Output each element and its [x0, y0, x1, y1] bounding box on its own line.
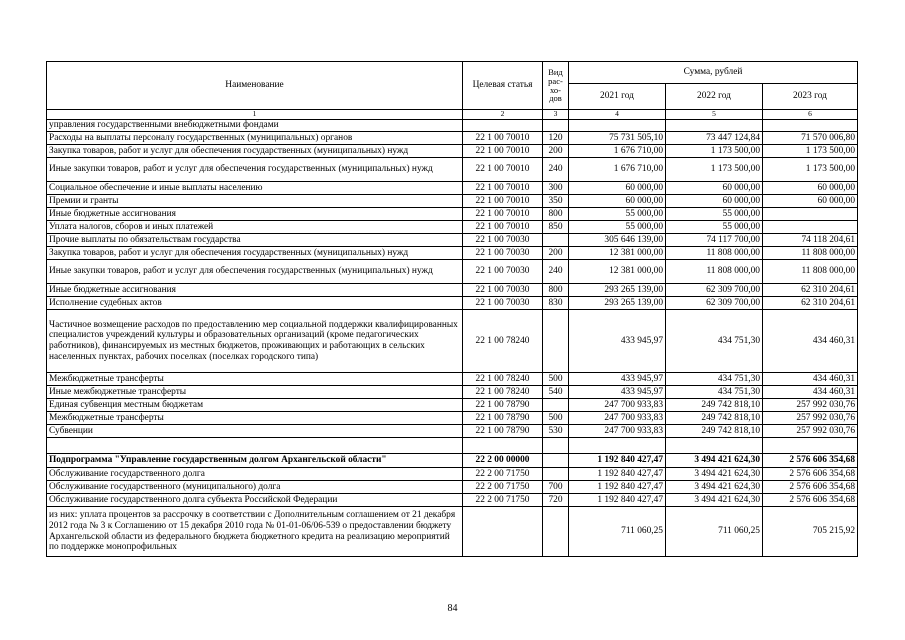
row-expense-type — [543, 399, 569, 412]
row-target-article: 22 1 00 70030 — [463, 260, 543, 284]
table-row — [47, 481, 858, 494]
row-sum-2023: 71 570 006,80 — [763, 132, 858, 145]
table-row — [47, 208, 858, 221]
row-expense-type — [543, 234, 569, 247]
header-target-article: Целевая статья — [463, 62, 543, 110]
row-target-article: 22 1 00 78240 — [463, 310, 543, 373]
col-number: 2 — [463, 110, 543, 120]
row-expense-type: 500 — [543, 412, 569, 425]
table-row — [47, 310, 858, 373]
table-row — [47, 468, 858, 481]
row-sum-2021: 433 945,97 — [569, 386, 666, 399]
table-row — [47, 373, 858, 386]
row-sum-2023 — [763, 120, 858, 132]
row-name: Обслуживание государственного долга — [47, 468, 463, 481]
row-sum-2021: 247 700 933,83 — [569, 399, 666, 412]
header-name: Наименование — [47, 62, 463, 110]
row-sum-2021: 433 945,97 — [569, 310, 666, 373]
row-name: Закупка товаров, работ и услуг для обеспечения государственных (муниципальных) нужд — [47, 145, 463, 158]
row-sum-2021: 433 945,97 — [569, 373, 666, 386]
row-expense-type: 720 — [543, 494, 569, 507]
table-row — [47, 507, 858, 557]
col-number: 4 — [569, 110, 666, 120]
row-sum-2022: 3 494 421 624,30 — [666, 481, 763, 494]
row-sum-2023 — [763, 221, 858, 234]
budget-table — [46, 61, 858, 557]
row-name: Прочие выплаты по обязательствам государства — [47, 234, 463, 247]
col-number: 3 — [543, 110, 569, 120]
header-year-2023: 2023 год — [763, 84, 858, 110]
row-sum-2022: 434 751,30 — [666, 386, 763, 399]
row-sum-2023: 2 576 606 354,68 — [763, 481, 858, 494]
row-target-article: 22 1 00 70010 — [463, 221, 543, 234]
row-sum-2022: 249 742 818,10 — [666, 412, 763, 425]
row-sum-2021: 75 731 505,10 — [569, 132, 666, 145]
row-sum-2023: 60 000,00 — [763, 195, 858, 208]
row-expense-type: 540 — [543, 386, 569, 399]
row-name: Подпрограмма "Управление государственным долгом Архангельской области" — [47, 454, 463, 468]
header-year-2022: 2022 год — [666, 84, 763, 110]
row-sum-2022: 3 494 421 624,30 — [666, 494, 763, 507]
row-sum-2022 — [666, 120, 763, 132]
row-name: Единая субвенция местным бюджетам — [47, 399, 463, 412]
row-name: из них: уплата процентов за рассрочку в соответствии с Дополнительным соглашением от 21 декабря 2012 года № 3 к Соглашению от 15 декабря 2010 года № 01-01-06/06-539 о предоставлении бюджету Архангельской области из федерального бюджета бюджетного кредита на реализацию мероприятий по поддержке монопрофильных — [47, 507, 463, 557]
table-row — [47, 145, 858, 158]
table-row — [47, 412, 858, 425]
row-sum-2021: 1 192 840 427,47 — [569, 494, 666, 507]
row-sum-2022: 434 751,30 — [666, 310, 763, 373]
row-target-article: 22 1 00 70010 — [463, 158, 543, 182]
row-name: Иные бюджетные ассигнования — [47, 208, 463, 221]
row-sum-2021: 1 676 710,00 — [569, 158, 666, 182]
row-name: управления государственными внебюджетными фондами — [47, 120, 463, 132]
table-body — [47, 120, 858, 557]
row-target-article: 22 1 00 70030 — [463, 297, 543, 310]
table-row — [47, 221, 858, 234]
header-year-2021: 2021 год — [569, 84, 666, 110]
row-target-article: 22 1 00 70010 — [463, 182, 543, 195]
row-target-article: 22 1 00 70010 — [463, 195, 543, 208]
row-sum-2022: 711 060,25 — [666, 507, 763, 557]
row-expense-type: 700 — [543, 481, 569, 494]
row-sum-2023: 60 000,00 — [763, 182, 858, 195]
row-sum-2023 — [763, 438, 858, 454]
row-sum-2022: 62 309 700,00 — [666, 284, 763, 297]
row-expense-type: 200 — [543, 247, 569, 260]
row-sum-2023: 434 460,31 — [763, 386, 858, 399]
row-target-article — [463, 438, 543, 454]
row-name: Исполнение судебных актов — [47, 297, 463, 310]
table-row — [47, 454, 858, 468]
row-name: Обслуживание государственного долга субъекта Российской Федерации — [47, 494, 463, 507]
row-sum-2023: 257 992 030,76 — [763, 425, 858, 438]
row-sum-2021: 305 646 139,00 — [569, 234, 666, 247]
row-sum-2021: 1 192 840 427,47 — [569, 481, 666, 494]
row-sum-2022: 73 447 124,84 — [666, 132, 763, 145]
table-row — [47, 284, 858, 297]
row-sum-2023: 705 215,92 — [763, 507, 858, 557]
row-name: Межбюджетные трансферты — [47, 373, 463, 386]
row-expense-type: 800 — [543, 208, 569, 221]
row-name: Иные закупки товаров, работ и услуг для обеспечения государственных (муниципальных) нужд — [47, 260, 463, 284]
table-row — [47, 195, 858, 208]
row-name: Премии и гранты — [47, 195, 463, 208]
row-expense-type — [543, 310, 569, 373]
row-expense-type: 850 — [543, 221, 569, 234]
row-sum-2023: 257 992 030,76 — [763, 412, 858, 425]
row-sum-2022: 74 117 700,00 — [666, 234, 763, 247]
row-expense-type: 120 — [543, 132, 569, 145]
row-sum-2023: 2 576 606 354,68 — [763, 468, 858, 481]
row-sum-2023: 74 118 204,61 — [763, 234, 858, 247]
row-sum-2021: 293 265 139,00 — [569, 284, 666, 297]
col-number: 6 — [763, 110, 858, 120]
row-sum-2021: 711 060,25 — [569, 507, 666, 557]
row-sum-2022 — [666, 438, 763, 454]
row-sum-2021: 247 700 933,83 — [569, 425, 666, 438]
row-target-article: 22 1 00 70030 — [463, 234, 543, 247]
row-sum-2023: 1 173 500,00 — [763, 145, 858, 158]
row-name: Субвенции — [47, 425, 463, 438]
table-row — [47, 297, 858, 310]
row-sum-2021 — [569, 120, 666, 132]
row-expense-type — [543, 468, 569, 481]
table-row — [47, 247, 858, 260]
row-sum-2021: 12 381 000,00 — [569, 260, 666, 284]
row-name: Иные бюджетные ассигнования — [47, 284, 463, 297]
row-sum-2023: 2 576 606 354,68 — [763, 454, 858, 468]
col-number: 1 — [47, 110, 463, 120]
row-expense-type — [543, 507, 569, 557]
row-sum-2022: 249 742 818,10 — [666, 399, 763, 412]
row-target-article: 22 1 00 70010 — [463, 208, 543, 221]
row-expense-type: 830 — [543, 297, 569, 310]
row-target-article: 22 1 00 78240 — [463, 386, 543, 399]
row-sum-2022: 1 173 500,00 — [666, 145, 763, 158]
row-expense-type: 530 — [543, 425, 569, 438]
page-number: 84 — [447, 603, 458, 614]
row-sum-2022: 11 808 000,00 — [666, 247, 763, 260]
row-expense-type — [543, 120, 569, 132]
row-name: Иные закупки товаров, работ и услуг для обеспечения государственных (муниципальных) нужд — [47, 158, 463, 182]
row-expense-type: 350 — [543, 195, 569, 208]
row-expense-type: 240 — [543, 158, 569, 182]
row-sum-2022: 3 494 421 624,30 — [666, 454, 763, 468]
row-expense-type: 500 — [543, 373, 569, 386]
row-sum-2022: 3 494 421 624,30 — [666, 468, 763, 481]
row-name: Закупка товаров, работ и услуг для обеспечения государственных (муниципальных) нужд — [47, 247, 463, 260]
table-row — [47, 234, 858, 247]
col-number: 5 — [666, 110, 763, 120]
row-sum-2023: 1 173 500,00 — [763, 158, 858, 182]
row-target-article: 22 1 00 70030 — [463, 284, 543, 297]
row-sum-2023: 2 576 606 354,68 — [763, 494, 858, 507]
header-sum: Сумма, рублей — [569, 62, 858, 84]
row-target-article: 22 1 00 78790 — [463, 399, 543, 412]
row-sum-2023: 434 460,31 — [763, 373, 858, 386]
table-row — [47, 494, 858, 507]
row-name: Уплата налогов, сборов и иных платежей — [47, 221, 463, 234]
table-row — [47, 260, 858, 284]
table-row — [47, 386, 858, 399]
table-row — [47, 120, 858, 132]
row-sum-2021: 1 192 840 427,47 — [569, 454, 666, 468]
row-sum-2021 — [569, 438, 666, 454]
row-target-article: 22 1 00 78790 — [463, 425, 543, 438]
table-row — [47, 425, 858, 438]
row-sum-2021: 60 000,00 — [569, 195, 666, 208]
row-target-article: 22 1 00 70030 — [463, 247, 543, 260]
row-sum-2023: 11 808 000,00 — [763, 247, 858, 260]
row-target-article: 22 1 00 78240 — [463, 373, 543, 386]
row-expense-type: 800 — [543, 284, 569, 297]
row-name: Расходы на выплаты персоналу государственных (муниципальных) органов — [47, 132, 463, 145]
table-row — [47, 132, 858, 145]
table-row — [47, 438, 858, 454]
row-sum-2022: 55 000,00 — [666, 221, 763, 234]
row-sum-2023: 434 460,31 — [763, 310, 858, 373]
row-sum-2022: 62 309 700,00 — [666, 297, 763, 310]
row-sum-2021: 60 000,00 — [569, 182, 666, 195]
row-sum-2022: 11 808 000,00 — [666, 260, 763, 284]
row-sum-2021: 247 700 933,83 — [569, 412, 666, 425]
row-sum-2023: 62 310 204,61 — [763, 284, 858, 297]
row-target-article: 22 2 00 71750 — [463, 468, 543, 481]
table-row — [47, 182, 858, 195]
row-sum-2023 — [763, 208, 858, 221]
row-target-article: 22 1 00 78790 — [463, 412, 543, 425]
row-sum-2021: 12 381 000,00 — [569, 247, 666, 260]
row-expense-type: 240 — [543, 260, 569, 284]
row-sum-2022: 55 000,00 — [666, 208, 763, 221]
row-expense-type: 200 — [543, 145, 569, 158]
row-name: Обслуживание государственного (муниципального) долга — [47, 481, 463, 494]
row-sum-2021: 293 265 139,00 — [569, 297, 666, 310]
table-row — [47, 399, 858, 412]
row-target-article: 22 2 00 71750 — [463, 481, 543, 494]
row-expense-type — [543, 438, 569, 454]
row-sum-2022: 434 751,30 — [666, 373, 763, 386]
row-name: Иные межбюджетные трансферты — [47, 386, 463, 399]
row-sum-2022: 60 000,00 — [666, 195, 763, 208]
row-sum-2023: 62 310 204,61 — [763, 297, 858, 310]
row-sum-2021: 55 000,00 — [569, 208, 666, 221]
row-sum-2021: 1 676 710,00 — [569, 145, 666, 158]
row-name — [47, 438, 463, 454]
row-name: Межбюджетные трансферты — [47, 412, 463, 425]
row-target-article: 22 1 00 70010 — [463, 132, 543, 145]
row-target-article — [463, 120, 543, 132]
row-target-article: 22 1 00 70010 — [463, 145, 543, 158]
row-sum-2021: 55 000,00 — [569, 221, 666, 234]
row-sum-2022: 60 000,00 — [666, 182, 763, 195]
row-expense-type — [543, 454, 569, 468]
table-row — [47, 158, 858, 182]
row-target-article: 22 2 00 71750 — [463, 494, 543, 507]
row-target-article — [463, 507, 543, 557]
row-name: Частичное возмещение расходов по предоставлению мер социальной поддержки квалифицированных специалистов учреждений культуры и образовательных организаций (кроме педагогических работников), финансируемых из местных бюджетов, проживающих и работающих в сельских населенных пунктах, рабочих поселках (поселках городского типа) — [47, 310, 463, 373]
row-sum-2022: 249 742 818,10 — [666, 425, 763, 438]
row-sum-2022: 1 173 500,00 — [666, 158, 763, 182]
row-expense-type: 300 — [543, 182, 569, 195]
row-sum-2023: 11 808 000,00 — [763, 260, 858, 284]
header-expense-type: Вид рас-хо-дов — [543, 62, 569, 110]
row-name: Социальное обеспечение и иные выплаты населению — [47, 182, 463, 195]
row-sum-2021: 1 192 840 427,47 — [569, 468, 666, 481]
row-target-article: 22 2 00 00000 — [463, 454, 543, 468]
row-sum-2023: 257 992 030,76 — [763, 399, 858, 412]
